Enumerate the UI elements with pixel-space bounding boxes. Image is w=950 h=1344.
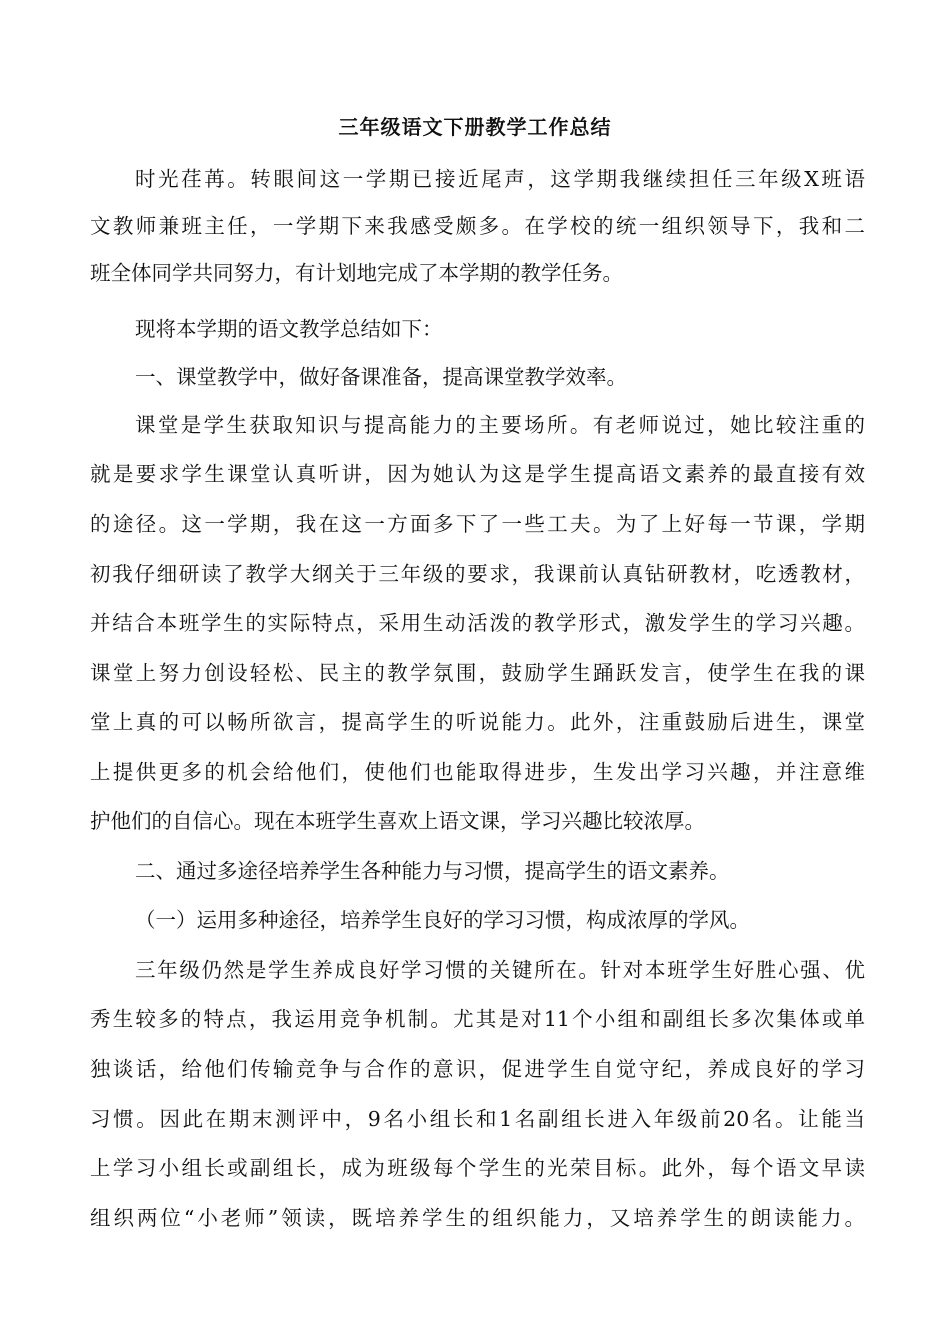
paragraph-line: 上提供更多的机会给他们，使他们也能取得进步，生发出学习兴趣，并注意维 [90,760,865,784]
paragraph-line: 的途径。这一学期，我在这一方面多下了一些工夫。为了上好每一节课，学期 [90,512,865,536]
paragraph-line: 班全体同学共同努力，有计划地完成了本学期的教学任务。 [90,261,623,285]
paragraph-line: 组织两位“小老师”领读，既培养学生的组织能力，又培养学生的朗读能力。 [90,1206,865,1230]
paragraph-line: 初我仔细研读了教学大纲关于三年级的要求，我课前认真钻研教材，吃透教材， [90,562,865,586]
paragraph-line: 秀生较多的特点，我运用竞争机制。尤其是对11个小组和副组长多次集体或单 [90,1007,865,1031]
section-heading: 二、通过多途径培养学生各种能力与习惯，提高学生的语文素养。 [135,859,730,883]
paragraph-line: 现将本学期的语文教学总结如下： [135,317,443,341]
paragraph-line: 堂上真的可以畅所欲言，提高学生的听说能力。此外，注重鼓励后进生，课堂 [90,710,865,734]
paragraph-line: 并结合本班学生的实际特点，采用生动活泼的教学形式，激发学生的学习兴趣。 [90,611,865,635]
paragraph-line: 课堂上努力创设轻松、民主的教学氛围，鼓励学生踊跃发言，使学生在我的课 [90,661,865,685]
paragraph-line: 护他们的自信心。现在本班学生喜欢上语文课，学习兴趣比较浓厚。 [90,809,705,833]
paragraph-line: 独谈话，给他们传输竞争与合作的意识，促进学生自觉守纪，养成良好的学习 [90,1057,865,1081]
paragraph-line: 上学习小组长或副组长，成为班级每个学生的光荣目标。此外，每个语文早读 [90,1156,865,1180]
paragraph-line: 三年级仍然是学生养成良好学习惯的关键所在。针对本班学生好胜心强、优 [135,958,865,982]
section-heading: 一、课堂教学中，做好备课准备，提高课堂教学效率。 [135,365,627,389]
paragraph-line: 文教师兼班主任，一学期下来我感受颇多。在学校的统一组织领导下，我和二 [90,214,865,238]
paragraph-line: 课堂是学生获取知识与提高能力的主要场所。有老师说过，她比较注重的 [135,413,865,437]
paragraph-line: 习惯。因此在期末测评中，9名小组长和1名副组长进入年级前20名。让能当 [90,1107,865,1131]
subsection-heading: （一）运用多种途径，培养学生良好的学习习惯，构成浓厚的学风。 [135,908,750,932]
paragraph-line: 就是要求学生课堂认真听讲，因为她认为这是学生提高语文素养的最直接有效 [90,462,865,486]
paragraph-line: 时光荏苒。转眼间这一学期已接近尾声，这学期我继续担任三年级X班语 [135,167,865,191]
document-title: 三年级语文下册教学工作总结 [338,115,612,139]
